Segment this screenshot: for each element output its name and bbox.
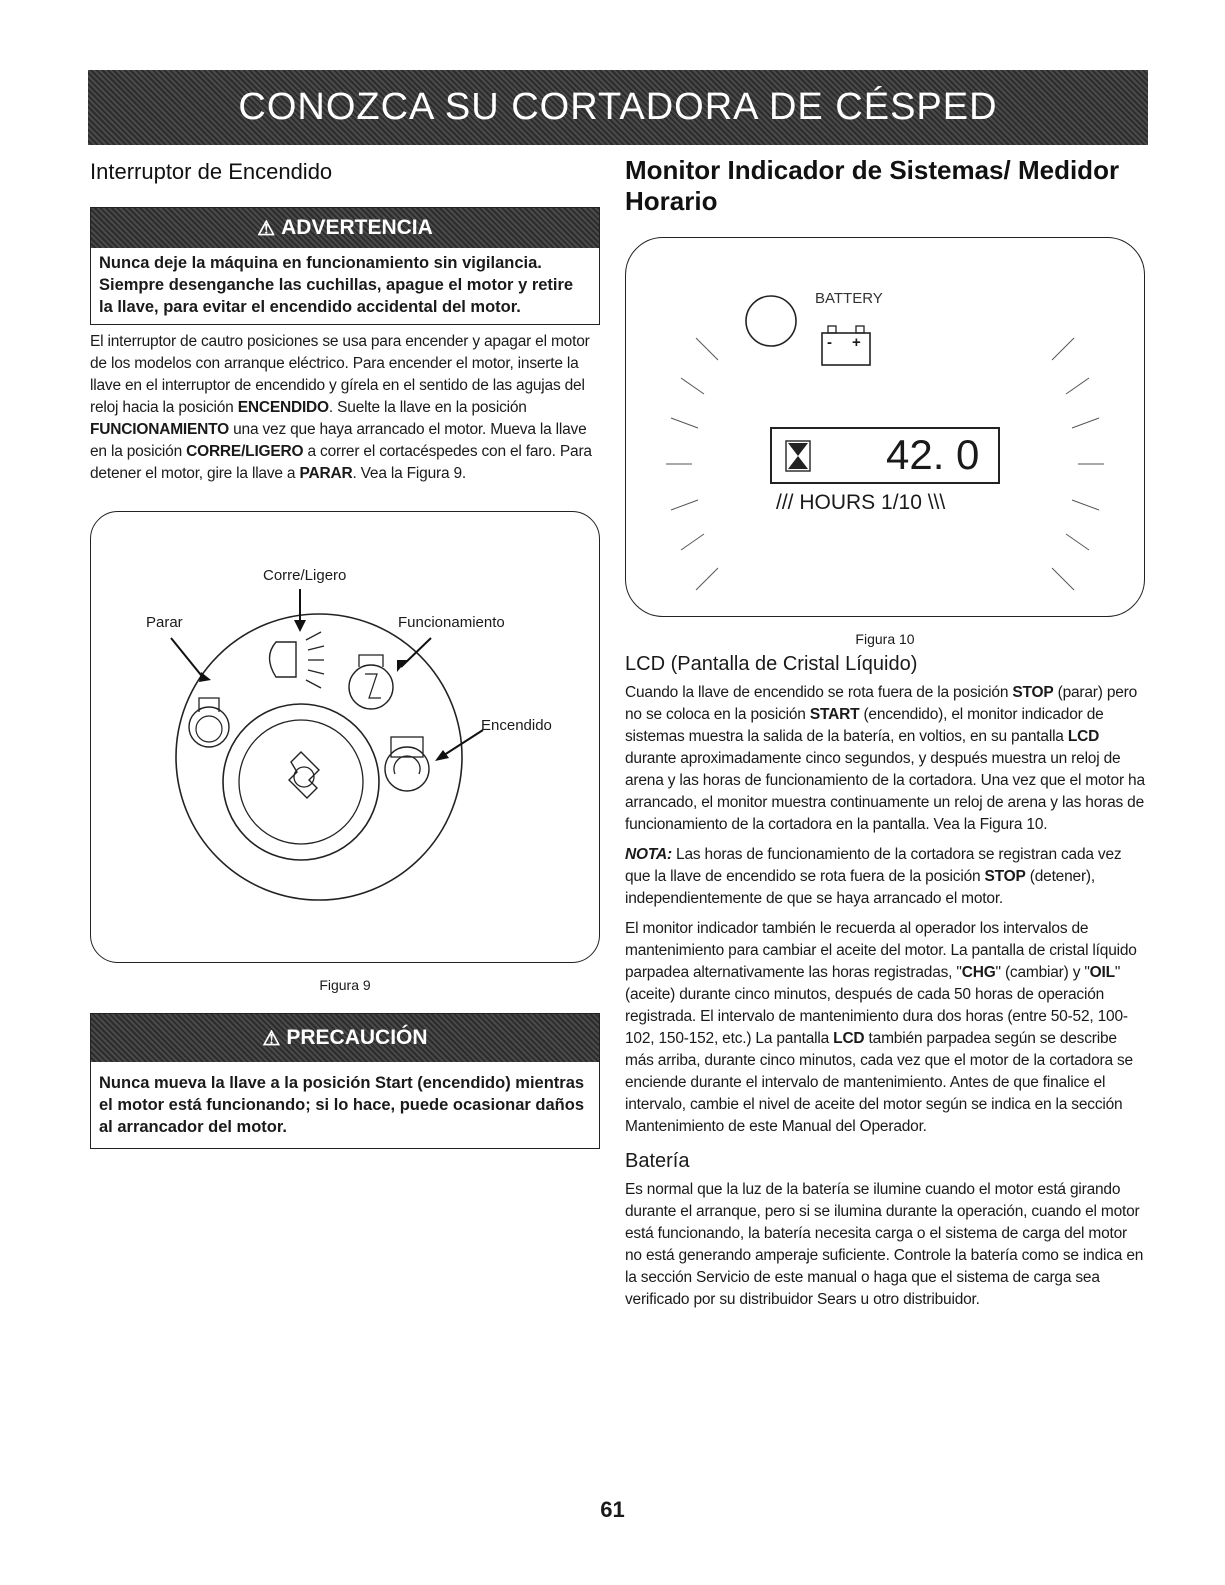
label-funcionamiento: Funcionamiento xyxy=(398,614,505,631)
battery-minus-sign: - xyxy=(827,334,832,351)
warning-box xyxy=(90,207,600,325)
ignition-paragraph xyxy=(90,331,600,485)
caution-text: Nunca mueva la llave a la posición Start (encendido) mientras el motor está funcionando; si lo hace, puede ocasionar daños al arrancador del motor. xyxy=(99,1074,585,1136)
nota-text-2: (detener), independientemente de que se haya arrancado el motor. xyxy=(625,868,1095,907)
label-corre-ligero: Corre/Ligero xyxy=(263,567,347,584)
maint-text-3: " (aceite) durante cinco minutos, después de cada 50 horas de operación registrada. El intervalo de mantenimiento dura dos horas (entre 50-52, 100-102, 150-152, etc.) La pantalla xyxy=(625,964,1128,1047)
nota-text-1: Las horas de funcionamiento de la cortadora se registran cada vez que la llave de encendido se rota fuera de la posición xyxy=(625,846,1122,885)
warning-header xyxy=(91,208,599,248)
lcd-text-4: durante aproximadamente cinco segundos, y después muestra un reloj de arena y las horas de funcionamiento de la cortadora. Una vez que el motor ha arrancado, el monitor muestra continuamente un reloj de arena y las horas de funcionamiento de la cortadora en la pantalla. Vea la Figura 10. xyxy=(625,750,1145,833)
monitor-title: Monitor Indicador de Sistemas/ Medidor Horario xyxy=(625,155,1120,216)
hours-label: /// HOURS 1/10 \\\ xyxy=(776,491,946,514)
ignition-bold-1: ENCENDIDO xyxy=(237,399,329,416)
maint-text-2: " (cambiar) y " xyxy=(995,964,1090,981)
battery-heading: Batería xyxy=(625,1150,690,1172)
ignition-switch-title: Interruptor de Encendido xyxy=(90,159,333,184)
ignition-text-1: El interruptor de cautro posiciones se usa para encender y apagar el motor de los modelos con arranque eléctrico. Para encender el motor, inserte la llave en el interruptor de encendido y gírela en el sentido de las agujas del reloj hacia la posición xyxy=(90,333,590,416)
lcd-bold-2: START xyxy=(809,706,860,723)
ignition-text-4: a correr el cortacéspedes con el faro. Para detener el motor, gire la llave a xyxy=(90,443,592,482)
warning-text: Nunca deje la máquina en funcionamiento sin vigilancia. Siempre desenganche las cuchillas, apague el motor y retire la llave, para evitar el encendido accidental del motor. xyxy=(99,254,574,316)
lcd-heading: LCD (Pantalla de Cristal Líquido) xyxy=(625,653,918,675)
maint-text-4: también parpadea según se describe más arriba, durante cinco minutos, cada vez que el motor de la cortadora se enciende durante el intervalo de mantenimiento. Antes de que finalice el intervalo, cambie el nivel de aceite del motor según se indica en la sección Mantenimiento de este Manual del Operador. xyxy=(625,1030,1133,1135)
maint-bold-lcd: LCD xyxy=(833,1030,865,1047)
lcd-text-2: (parar) pero no se coloca en la posición xyxy=(625,684,1138,723)
label-parar: Parar xyxy=(146,614,183,631)
warning-triangle-icon: ⚠ xyxy=(257,217,276,240)
lcd-hours-value: 42. 0 xyxy=(886,431,980,478)
page-banner xyxy=(88,70,1148,145)
ignition-bold-4: PARAR xyxy=(299,465,353,482)
warning-label: ADVERTENCIA xyxy=(281,216,433,239)
ignition-bold-3: CORRE/LIGERO xyxy=(186,443,304,460)
nota-paragraph xyxy=(625,844,1145,910)
figure-9-frame xyxy=(90,511,600,963)
battery-label: BATTERY xyxy=(815,290,883,307)
right-column xyxy=(625,155,1145,1311)
battery-paragraph: Es normal que la luz de la batería se ilumine cuando el motor está girando durante el arranque, pero si se ilumina durante la operación, cuando el motor está funcionando, la batería necesita carga o el sistema de carga del motor no está generando amperaje suficiente. Controle la batería como se indica en la sección Servicio de este manual o haga que el sistema de carga sea verificado por su distribuidor Sears u otro distribuidor. xyxy=(625,1181,1144,1308)
ignition-text-3: una vez que haya arrancado el motor. Mueva la llave en la posición xyxy=(90,421,587,460)
figure-10-caption: Figura 10 xyxy=(855,631,915,647)
caution-triangle-icon: ⚠ xyxy=(262,1027,281,1050)
figure-9-caption: Figura 9 xyxy=(319,977,371,993)
caution-label: PRECAUCIÓN xyxy=(286,1026,428,1049)
ignition-text-5: . Vea la Figura 9. xyxy=(352,465,467,482)
left-column xyxy=(90,155,600,1149)
nota-label: NOTA: xyxy=(625,846,672,863)
caution-header xyxy=(91,1014,599,1062)
hour-meter-diagram xyxy=(626,238,1144,616)
battery-plus-sign: + xyxy=(852,334,861,351)
figure-10-frame xyxy=(625,237,1145,617)
maintenance-paragraph xyxy=(625,918,1145,1138)
ignition-bold-2: FUNCIONAMIENTO xyxy=(90,421,229,438)
nota-bold-1: STOP xyxy=(984,868,1026,885)
ignition-text-2: . Suelte la llave en la posición xyxy=(328,399,527,416)
page-number: 61 xyxy=(600,1497,625,1522)
lcd-text-1: Cuando la llave de encendido se rota fuera de la posición xyxy=(625,684,1013,701)
lcd-bold-1: STOP xyxy=(1012,684,1054,701)
caution-box xyxy=(90,1013,600,1149)
lcd-bold-3: LCD xyxy=(1067,728,1100,745)
label-encendido: Encendido xyxy=(481,717,552,734)
lcd-paragraph xyxy=(625,682,1145,836)
maint-bold-oil: OIL xyxy=(1089,964,1115,981)
maint-text-1: El monitor indicador también le recuerda al operador los intervalos de mantenimiento para cambiar el aceite del motor. La pantalla de cristal líquido parpadea alternativamente las horas registradas, " xyxy=(625,920,1137,981)
banner-title: CONOZCA SU CORTADORA DE CÉSPED xyxy=(238,86,998,128)
lcd-text-3: (encendido), el monitor indicador de sistemas muestra la salida de la batería, en voltios, en su pantalla xyxy=(625,706,1104,745)
maint-bold-chg: CHG xyxy=(961,964,996,981)
